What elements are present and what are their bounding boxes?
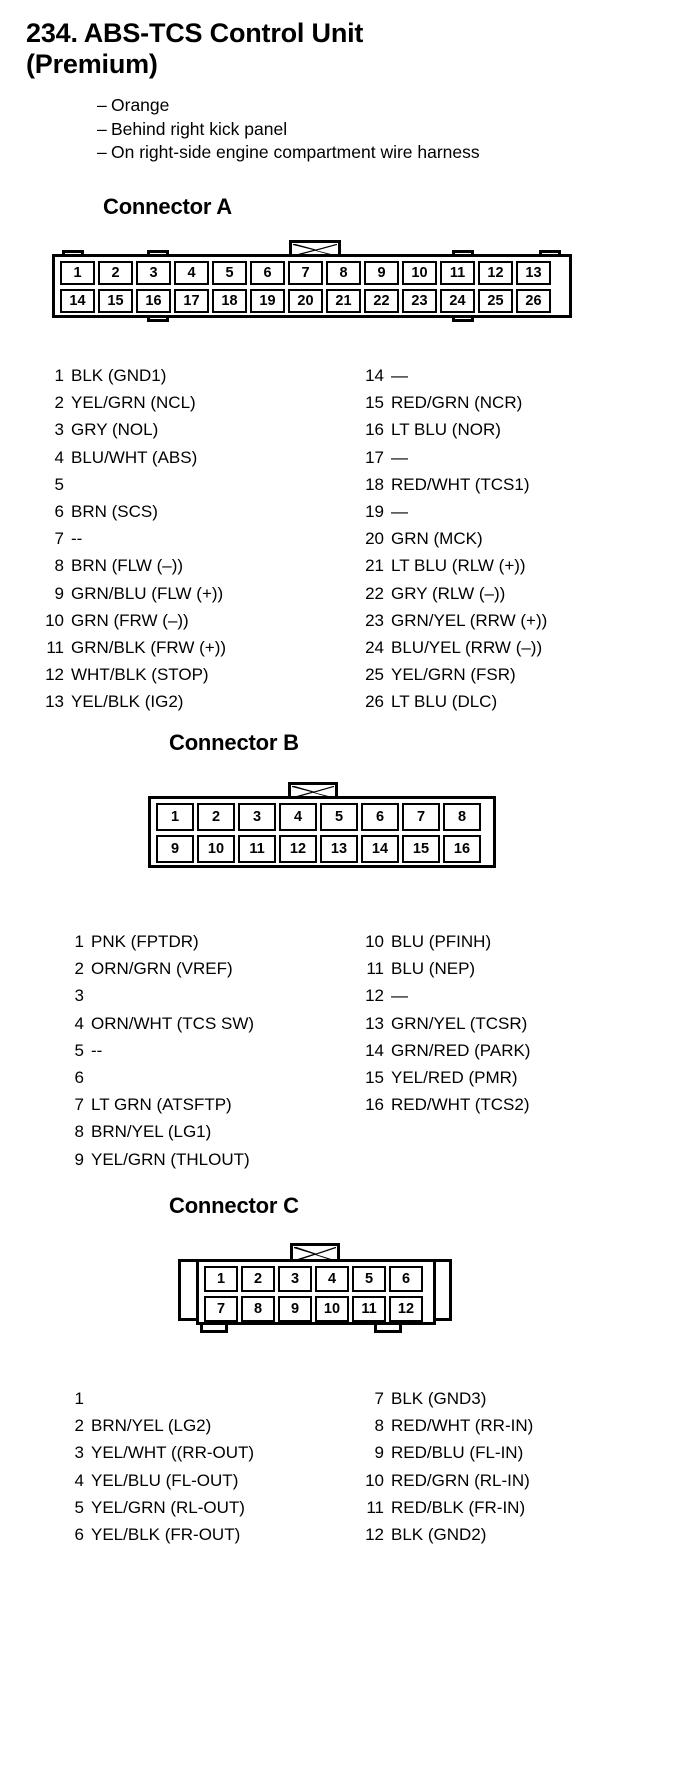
pin-description: GRN/RED (PARK) <box>391 1040 531 1060</box>
pin-entry <box>360 416 547 443</box>
pin-number: 14 <box>365 366 384 385</box>
pin-cell: 22 <box>364 289 399 313</box>
pin-number: 2 <box>54 393 64 413</box>
pin-description: ORN/GRN (VREF) <box>91 959 233 979</box>
connector-c-body <box>196 1259 436 1325</box>
pin-entry <box>40 498 226 525</box>
pin-entry <box>60 1064 254 1091</box>
pin-number: 26 <box>365 692 384 712</box>
pin-number: 4 <box>54 447 64 467</box>
connector-a-pins-left <box>40 362 226 716</box>
pin-description: RED/GRN (RL-IN) <box>391 1470 530 1490</box>
pin-entry <box>60 1037 254 1064</box>
pin-number: 21 <box>365 556 384 576</box>
pin-cell: 4 <box>279 803 317 831</box>
connector-a-bottom-row <box>55 289 569 317</box>
connector-c-heading: Connector C <box>169 1193 299 1218</box>
pin-entry <box>360 1037 530 1064</box>
pin-entry <box>360 982 530 1009</box>
pin-number: 8 <box>374 1416 384 1436</box>
connector-a-body <box>52 254 572 318</box>
pin-description: -- <box>91 1040 103 1060</box>
pin-entry <box>60 1118 254 1145</box>
pin-cell: 1 <box>60 261 95 285</box>
pin-cell: 26 <box>516 289 551 313</box>
pin-cell: 9 <box>364 261 399 285</box>
pin-number: 23 <box>365 610 384 630</box>
pin-description: BLU (NEP) <box>391 959 476 979</box>
pin-entry <box>360 1521 533 1548</box>
pin-description: LT BLU (NOR) <box>391 420 501 440</box>
pin-entry <box>360 525 547 552</box>
pin-entry <box>60 1439 254 1466</box>
pin-number: 8 <box>74 1122 84 1142</box>
pin-number: 6 <box>74 1068 84 1088</box>
pin-number: 9 <box>374 1443 384 1463</box>
pin-number: 8 <box>54 556 64 576</box>
pin-cell: 4 <box>174 261 209 285</box>
connector-b-body <box>148 796 496 868</box>
pin-number: 2 <box>74 1416 84 1436</box>
pin-cell: 1 <box>156 803 194 831</box>
pin-number: 25 <box>365 665 384 685</box>
note-text: On right-side engine compartment wire harness <box>111 142 480 162</box>
pin-number: 1 <box>74 1389 84 1408</box>
pin-description: YEL/GRN (THLOUT) <box>91 1149 250 1169</box>
note-text: Behind right kick panel <box>111 118 288 139</box>
pin-description: — <box>391 986 408 1006</box>
pin-entry <box>360 1467 533 1494</box>
pin-number: 11 <box>366 959 384 979</box>
page-title-number: 234. <box>26 18 78 48</box>
pin-description: RED/WHT (TCS2) <box>391 1095 530 1115</box>
pin-cell: 17 <box>174 289 209 313</box>
pin-cell: 15 <box>98 289 133 313</box>
dash-icon: – <box>97 95 107 115</box>
note-item <box>97 118 617 142</box>
pin-description: RED/WHT (TCS1) <box>391 474 530 494</box>
pin-entry <box>40 416 226 443</box>
pin-number: 10 <box>45 610 64 630</box>
pin-number: 12 <box>365 1525 384 1545</box>
pin-entry <box>60 1467 254 1494</box>
pin-description: BRN (SCS) <box>71 502 158 522</box>
pin-entry <box>360 471 547 498</box>
note-item <box>97 94 617 118</box>
pin-number: 15 <box>365 393 384 413</box>
pin-number: 9 <box>54 583 64 603</box>
pin-description: BLK (GND1) <box>71 366 167 385</box>
pin-number: 10 <box>365 1470 384 1490</box>
pin-description: GRN/YEL (RRW (+)) <box>391 610 548 630</box>
pin-description: YEL/GRN (NCL) <box>71 393 196 413</box>
pin-entry <box>60 1412 254 1439</box>
pin-cell: 12 <box>279 835 317 863</box>
pin-cell: 9 <box>156 835 194 863</box>
pin-cell: 12 <box>389 1296 423 1322</box>
pin-cell: 12 <box>478 261 513 285</box>
pin-entry <box>60 1385 254 1412</box>
pin-number: 17 <box>365 447 384 467</box>
connector-b-bottom-row <box>151 835 493 867</box>
pin-cell: 3 <box>136 261 171 285</box>
pin-entry <box>40 688 226 715</box>
connector-a-top-row <box>55 257 569 289</box>
pin-cell: 21 <box>326 289 361 313</box>
pin-entry <box>60 928 254 955</box>
page-title <box>26 18 586 80</box>
connector-b-pins-right <box>360 928 530 1118</box>
pin-entry <box>40 552 226 579</box>
page-title-line2: (Premium) <box>26 49 158 80</box>
pin-cell: 5 <box>352 1266 386 1292</box>
pin-description: GRN (FRW (–)) <box>71 610 189 630</box>
pin-description: -- <box>71 529 83 549</box>
pin-description: BRN/YEL (LG2) <box>91 1416 212 1436</box>
pin-cell: 6 <box>250 261 285 285</box>
pin-entry <box>60 1521 254 1548</box>
pin-description: LT BLU (DLC) <box>391 692 498 712</box>
pin-number: 12 <box>365 986 384 1006</box>
pin-number: 24 <box>365 638 384 658</box>
pin-number: 7 <box>74 1095 84 1115</box>
pin-cell: 4 <box>315 1266 349 1292</box>
pin-cell: 16 <box>443 835 481 863</box>
pin-entry <box>40 362 226 389</box>
pin-description: BLU (PFINH) <box>391 932 492 951</box>
pin-cell: 11 <box>352 1296 386 1322</box>
pin-description: RED/BLK (FR-IN) <box>391 1497 526 1517</box>
pin-number: 6 <box>74 1525 84 1545</box>
pin-entry <box>360 1091 530 1118</box>
pin-description: YEL/RED (PMR) <box>391 1068 518 1088</box>
connector-a-pins-right <box>360 362 547 716</box>
pin-cell: 20 <box>288 289 323 313</box>
pin-number: 4 <box>74 1013 84 1033</box>
pin-description: RED/WHT (RR-IN) <box>391 1416 534 1436</box>
pin-entry <box>40 444 226 471</box>
pin-description: LT GRN (ATSFTP) <box>91 1095 232 1115</box>
pin-entry <box>360 928 530 955</box>
pin-cell: 8 <box>241 1296 275 1322</box>
connector-b-heading: Connector B <box>169 730 299 755</box>
pin-number: 10 <box>365 932 384 951</box>
pin-entry <box>40 661 226 688</box>
pin-description: YEL/BLK (IG2) <box>71 692 184 712</box>
pin-description: YEL/GRN (FSR) <box>391 665 516 685</box>
pin-number: 19 <box>365 502 384 522</box>
pin-description: GRN/BLK (FRW (+)) <box>71 638 227 658</box>
pin-number: 13 <box>365 1013 384 1033</box>
pin-cell: 10 <box>402 261 437 285</box>
pin-entry <box>40 525 226 552</box>
pin-entry <box>360 552 547 579</box>
pin-number: 7 <box>374 1389 384 1408</box>
pin-number: 14 <box>365 1040 384 1060</box>
pin-cell: 9 <box>278 1296 312 1322</box>
pin-number: 1 <box>74 932 84 951</box>
connector-c-bottom-row <box>199 1296 433 1326</box>
pin-cell: 13 <box>320 835 358 863</box>
pin-description: YEL/WHT ((RR-OUT) <box>91 1443 255 1463</box>
pin-entry <box>60 982 254 1009</box>
connector-c-diagram <box>178 1243 508 1338</box>
pin-number: 3 <box>74 1443 84 1463</box>
pin-number: 5 <box>74 1040 84 1060</box>
pin-number: 13 <box>45 692 64 712</box>
pin-cell: 10 <box>315 1296 349 1322</box>
pin-entry <box>360 1439 533 1466</box>
dash-icon: – <box>97 142 107 162</box>
pin-entry <box>60 955 254 982</box>
pin-number: 12 <box>45 665 64 685</box>
pin-number: 20 <box>365 529 384 549</box>
pin-cell: 8 <box>326 261 361 285</box>
pin-number: 15 <box>365 1068 384 1088</box>
pin-description: — <box>391 502 408 522</box>
pin-entry <box>360 607 547 634</box>
pin-number: 11 <box>366 1497 384 1517</box>
pin-description: GRY (RLW (–)) <box>391 583 506 603</box>
connector-b-top-row <box>151 799 493 835</box>
pin-cell: 1 <box>204 1266 238 1292</box>
pin-entry <box>360 1412 533 1439</box>
connector-c-top-row <box>199 1262 433 1296</box>
pin-number: 7 <box>54 529 64 549</box>
pin-number: 2 <box>74 959 84 979</box>
pin-cell: 8 <box>443 803 481 831</box>
pin-entry <box>360 661 547 688</box>
connector-b-diagram <box>148 782 548 872</box>
pin-description: — <box>391 366 408 385</box>
pin-entry <box>360 1385 533 1412</box>
pin-description: GRN/YEL (TCSR) <box>391 1013 528 1033</box>
connector-b-pins-left <box>60 928 254 1173</box>
pin-number: 9 <box>74 1149 84 1169</box>
pin-cell: 7 <box>204 1296 238 1322</box>
pin-description: YEL/BLU (FL-OUT) <box>91 1470 239 1490</box>
pin-entry <box>40 607 226 634</box>
pin-description: GRY (NOL) <box>71 420 159 440</box>
pin-number: 5 <box>54 474 64 494</box>
pin-description: ORN/WHT (TCS SW) <box>91 1013 255 1033</box>
pin-cell: 23 <box>402 289 437 313</box>
pin-number: 16 <box>365 420 384 440</box>
pin-entry <box>40 389 226 416</box>
pin-description: GRN/BLU (FLW (+)) <box>71 583 224 603</box>
dash-icon: – <box>97 118 107 139</box>
pin-cell: 18 <box>212 289 247 313</box>
pin-description: RED/GRN (NCR) <box>391 393 523 413</box>
pin-number: 5 <box>74 1497 84 1517</box>
pin-number: 11 <box>46 638 64 658</box>
pin-description: RED/BLU (FL-IN) <box>391 1443 524 1463</box>
pin-description: BRN/YEL (LG1) <box>91 1122 212 1142</box>
pin-number: 22 <box>365 583 384 603</box>
pin-cell: 24 <box>440 289 475 313</box>
pin-entry <box>360 634 547 661</box>
pin-cell: 3 <box>238 803 276 831</box>
pin-entry <box>40 471 226 498</box>
pin-cell: 2 <box>241 1266 275 1292</box>
pin-cell: 6 <box>361 803 399 831</box>
pin-cell: 10 <box>197 835 235 863</box>
pin-cell: 5 <box>212 261 247 285</box>
pin-cell: 14 <box>60 289 95 313</box>
pin-description: YEL/GRN (RL-OUT) <box>91 1497 245 1517</box>
pin-entry <box>360 1494 533 1521</box>
pin-entry <box>360 444 547 471</box>
pin-cell: 3 <box>278 1266 312 1292</box>
pin-description: WHT/BLK (STOP) <box>71 665 209 685</box>
pin-description: BLU/YEL (RRW (–)) <box>391 638 543 658</box>
pin-cell: 15 <box>402 835 440 863</box>
pin-entry <box>360 955 530 982</box>
pin-entry <box>360 580 547 607</box>
pin-entry <box>360 1010 530 1037</box>
pin-number: 16 <box>365 1095 384 1115</box>
pin-cell: 25 <box>478 289 513 313</box>
pin-description: LT BLU (RLW (+)) <box>391 556 526 576</box>
pin-entry <box>60 1010 254 1037</box>
pin-description: BRN (FLW (–)) <box>71 556 184 576</box>
pin-description: BLK (GND3) <box>391 1389 487 1408</box>
pin-description: GRN (MCK) <box>391 529 483 549</box>
pin-cell: 5 <box>320 803 358 831</box>
pin-number: 6 <box>54 502 64 522</box>
pin-cell: 11 <box>440 261 475 285</box>
pin-cell: 6 <box>389 1266 423 1292</box>
pin-entry <box>60 1494 254 1521</box>
notes-list <box>97 94 617 165</box>
connector-c-pins-left <box>60 1385 254 1548</box>
pin-entry <box>360 362 547 389</box>
pin-number: 1 <box>54 366 64 385</box>
pin-entry <box>40 634 226 661</box>
pin-number: 4 <box>74 1470 84 1490</box>
pin-entry <box>40 580 226 607</box>
pin-number: 3 <box>54 420 64 440</box>
note-text: Orange <box>111 95 170 115</box>
pin-cell: 7 <box>288 261 323 285</box>
pin-number: 18 <box>365 474 384 494</box>
pin-cell: 16 <box>136 289 171 313</box>
pin-description: BLK (GND2) <box>391 1525 487 1545</box>
pin-entry <box>360 498 547 525</box>
pin-cell: 2 <box>197 803 235 831</box>
connector-a-heading: Connector A <box>103 194 232 219</box>
pin-entry <box>360 389 547 416</box>
pin-cell: 19 <box>250 289 285 313</box>
note-item <box>97 141 617 165</box>
connector-c-pins-right <box>360 1385 533 1548</box>
pin-entry <box>360 688 547 715</box>
pin-cell: 2 <box>98 261 133 285</box>
connector-a-diagram <box>52 240 636 330</box>
pin-description: YEL/BLK (FR-OUT) <box>91 1525 241 1545</box>
pin-description: BLU/WHT (ABS) <box>71 447 198 467</box>
pin-entry <box>60 1146 254 1173</box>
pin-cell: 13 <box>516 261 551 285</box>
pin-description: PNK (FPTDR) <box>91 932 199 951</box>
pin-description: — <box>391 447 408 467</box>
pin-cell: 14 <box>361 835 399 863</box>
pin-entry <box>60 1091 254 1118</box>
page-title-line1: ABS-TCS Control Unit <box>83 18 364 48</box>
pin-cell: 11 <box>238 835 276 863</box>
pin-cell: 7 <box>402 803 440 831</box>
pin-number: 3 <box>74 986 84 1006</box>
pin-entry <box>360 1064 530 1091</box>
